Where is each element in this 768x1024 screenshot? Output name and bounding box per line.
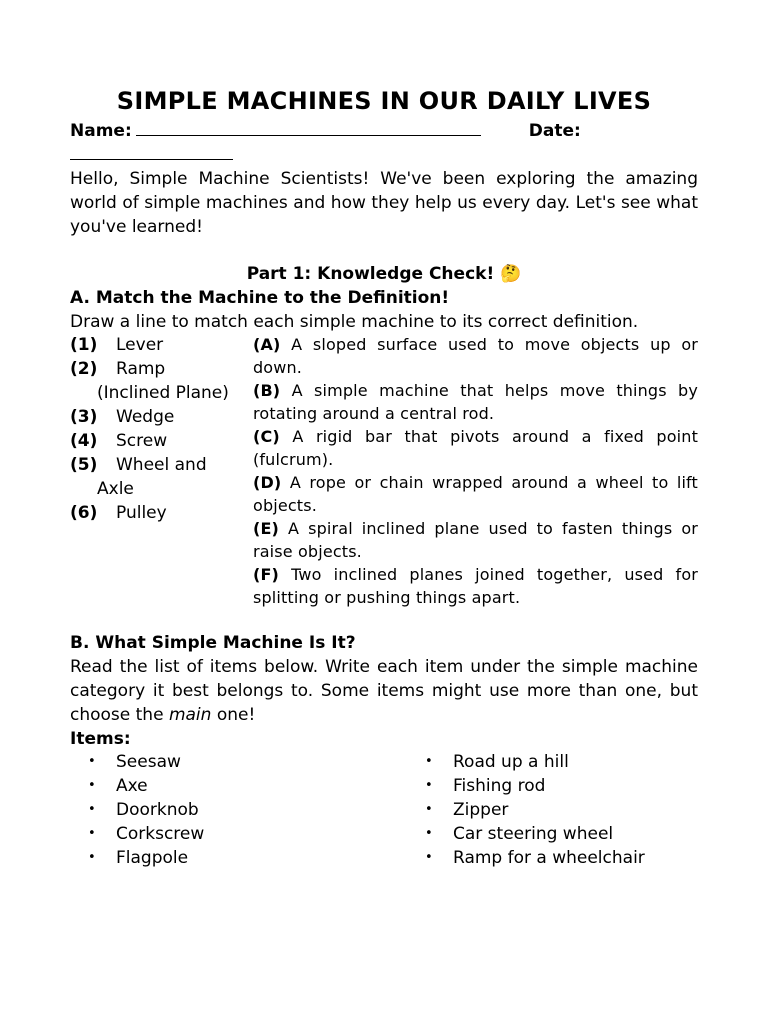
- items-list-left: [88, 750, 204, 870]
- machine-number: (2): [70, 359, 98, 379]
- item-label: Car steering wheel: [453, 824, 614, 844]
- list-item: [425, 822, 645, 846]
- item-label: Doorknob: [116, 800, 199, 820]
- machine-label: Screw: [116, 431, 168, 451]
- section-b-instructions: [70, 655, 698, 727]
- items-list-right: [425, 750, 645, 870]
- bullet-icon: •: [88, 802, 96, 817]
- items-label: Items:: [70, 729, 131, 749]
- list-item: [425, 846, 645, 870]
- machine-item: [70, 333, 240, 357]
- list-item: [88, 822, 204, 846]
- item-label: Zipper: [453, 800, 509, 820]
- definition-text: A rope or chain wrapped around a wheel to lift objects.: [253, 473, 698, 515]
- definition-letter: (A): [253, 335, 281, 354]
- item-label: Fishing rod: [453, 776, 546, 796]
- machine-label: Ramp (Inclined Plane): [97, 359, 229, 403]
- definition-letter: (F): [253, 565, 280, 584]
- bullet-icon: •: [425, 826, 433, 841]
- definition-text: Two inclined planes joined together, used for splitting or pushing things apart.: [253, 565, 698, 607]
- definition-text: A simple machine that helps move things by rotating around a central rod.: [253, 381, 698, 423]
- definition-text: A sloped surface used to move objects up or down.: [253, 335, 698, 377]
- definition-item: [253, 517, 698, 563]
- definition-list: [253, 333, 698, 609]
- name-date-line: [70, 119, 698, 167]
- machine-number: (1): [70, 335, 98, 355]
- list-item: [88, 846, 204, 870]
- machine-item: [70, 453, 240, 501]
- list-item: [88, 750, 204, 774]
- definition-text: A rigid bar that pivots around a fixed point (fulcrum).: [253, 427, 698, 469]
- section-a-heading: A. Match the Machine to the Definition!: [70, 288, 450, 308]
- bullet-icon: •: [425, 850, 433, 865]
- item-label: Axe: [116, 776, 148, 796]
- machine-label: Lever: [116, 335, 164, 355]
- definition-letter: (C): [253, 427, 280, 446]
- definition-item: [253, 379, 698, 425]
- list-item: [425, 750, 645, 774]
- instructions-text: Read the list of items below. Write each item under the simple machine category it best belongs to. Some items might use more than one, but choose the: [70, 657, 698, 725]
- machine-list: [70, 333, 240, 525]
- machine-item: [70, 429, 240, 453]
- definition-letter: (E): [253, 519, 280, 538]
- name-blank[interactable]: [136, 120, 481, 136]
- section-a-instructions: Draw a line to match each simple machine to its correct definition.: [70, 312, 639, 332]
- instructions-emphasis: main: [168, 705, 212, 725]
- item-label: Corkscrew: [116, 824, 205, 844]
- bullet-icon: •: [88, 754, 96, 769]
- definition-item: [253, 425, 698, 471]
- date-label: Date:: [528, 121, 581, 141]
- definition-item: [253, 563, 698, 609]
- definition-letter: (B): [253, 381, 281, 400]
- bullet-icon: •: [425, 778, 433, 793]
- item-label: Ramp for a wheelchair: [453, 848, 645, 868]
- item-label: Road up a hill: [453, 752, 569, 772]
- definition-item: [253, 471, 698, 517]
- part1-heading: Part 1: Knowledge Check! 🤔: [246, 264, 522, 284]
- item-label: Flagpole: [116, 848, 189, 868]
- name-label: Name:: [70, 121, 132, 141]
- section-b-heading: B. What Simple Machine Is It?: [70, 633, 356, 653]
- machine-item: [70, 357, 240, 405]
- list-item: [88, 798, 204, 822]
- definition-text: A spiral inclined plane used to fasten things or raise objects.: [253, 519, 698, 561]
- definition-item: [253, 333, 698, 379]
- machine-item: [70, 501, 240, 525]
- definition-letter: (D): [253, 473, 282, 492]
- machine-label: Wedge: [116, 407, 175, 427]
- machine-item: [70, 405, 240, 429]
- item-label: Seesaw: [116, 752, 181, 772]
- bullet-icon: •: [88, 826, 96, 841]
- list-item: [425, 798, 645, 822]
- instructions-text-end: one!: [211, 705, 256, 725]
- list-item: [88, 774, 204, 798]
- date-blank[interactable]: [70, 144, 233, 160]
- page-title: SIMPLE MACHINES IN OUR DAILY LIVES: [116, 87, 652, 115]
- machine-number: (3): [70, 407, 98, 427]
- machine-label: Pulley: [116, 503, 167, 523]
- bullet-icon: •: [425, 754, 433, 769]
- bullet-icon: •: [88, 778, 96, 793]
- machine-number: (6): [70, 503, 98, 523]
- bullet-icon: •: [425, 802, 433, 817]
- machine-number: (4): [70, 431, 98, 451]
- intro-paragraph: Hello, Simple Machine Scientists! We've been exploring the amazing world of simple machines and how they help us every day. Let's see what you've learned!: [70, 169, 698, 237]
- list-item: [425, 774, 645, 798]
- machine-number: (5): [70, 455, 98, 475]
- machine-label: Wheel and Axle: [97, 455, 207, 499]
- bullet-icon: •: [88, 850, 96, 865]
